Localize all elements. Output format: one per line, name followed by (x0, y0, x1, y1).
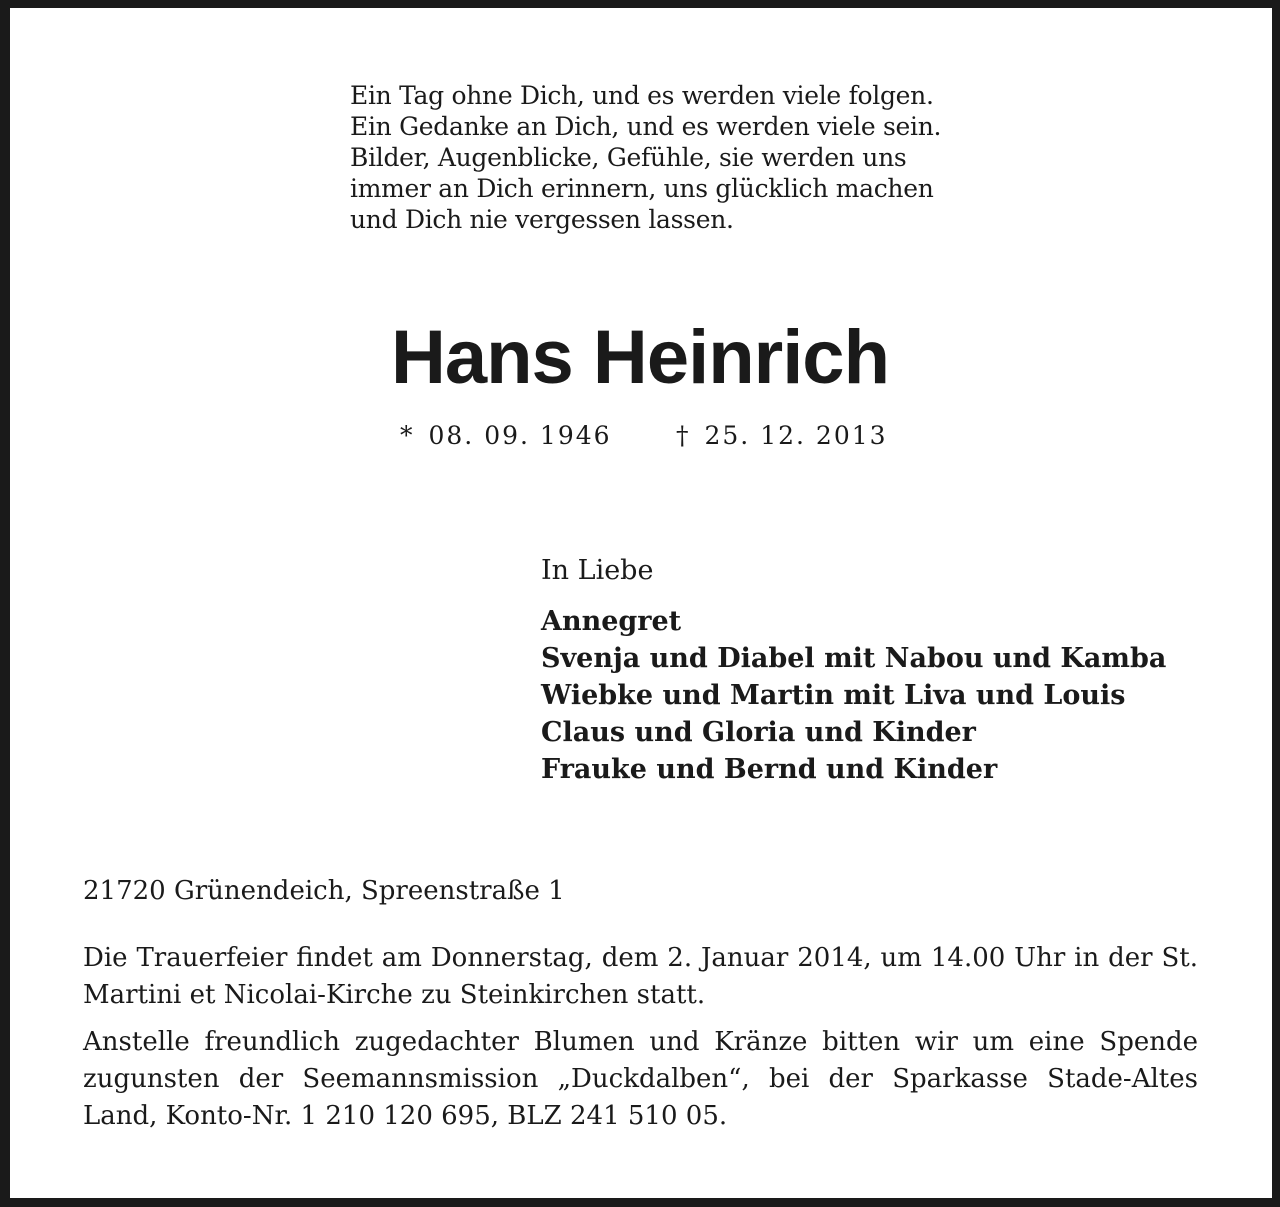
funeral-notice: Die Trauerfeier findet am Donnerstag, dem 2. Januar 2014, um 14.00 Uhr in der St. Martini et Nicolai-Kirche zu Steinkirchen statt. (83, 943, 1198, 1010)
deceased-name: Hans Heinrich (390, 315, 890, 400)
mourner-line: Claus und Gloria und Kinder (541, 717, 976, 748)
poem-line: immer an Dich erinnern, uns glücklich machen (350, 174, 934, 203)
dagger-symbol: † (676, 421, 691, 450)
memorial-poem (350, 80, 1030, 235)
mourners-list (541, 603, 1166, 788)
mourner-line: Annegret (541, 606, 682, 637)
mourner-line: Svenja und Diabel mit Nabou und Kamba (541, 643, 1167, 674)
family-address: 21720 Grünendeich, Spreenstraße 1 (83, 876, 565, 906)
birth-symbol: * (400, 421, 415, 450)
mourner-line: Frauke und Bernd und Kinder (541, 754, 998, 785)
poem-line: und Dich nie vergessen lassen. (350, 205, 734, 234)
mourner-line: Wiebke und Martin mit Liva und Louis (541, 680, 1126, 711)
in-love-heading: In Liebe (541, 555, 654, 586)
poem-line: Ein Gedanke an Dich, und es werden viele sein. (350, 112, 942, 141)
birth-date-value: 08. 09. 1946 (428, 421, 612, 450)
birth-date (400, 420, 612, 452)
donation-notice: Anstelle freundlich zugedachter Blumen und Kränze bitten wir um eine Spende zugunsten der Seemannsmission „Duckdalben“, bei der Sparkasse Stade-Altes Land, Konto-Nr. 1 210 120 695, BLZ 241 510 05. (83, 1027, 1198, 1131)
poem-line: Bilder, Augenblicke, Gefühle, sie werden uns (350, 143, 907, 172)
death-date-value: 25. 12. 2013 (704, 421, 888, 450)
poem-line: Ein Tag ohne Dich, und es werden viele folgen. (350, 81, 934, 110)
death-date (676, 420, 888, 452)
